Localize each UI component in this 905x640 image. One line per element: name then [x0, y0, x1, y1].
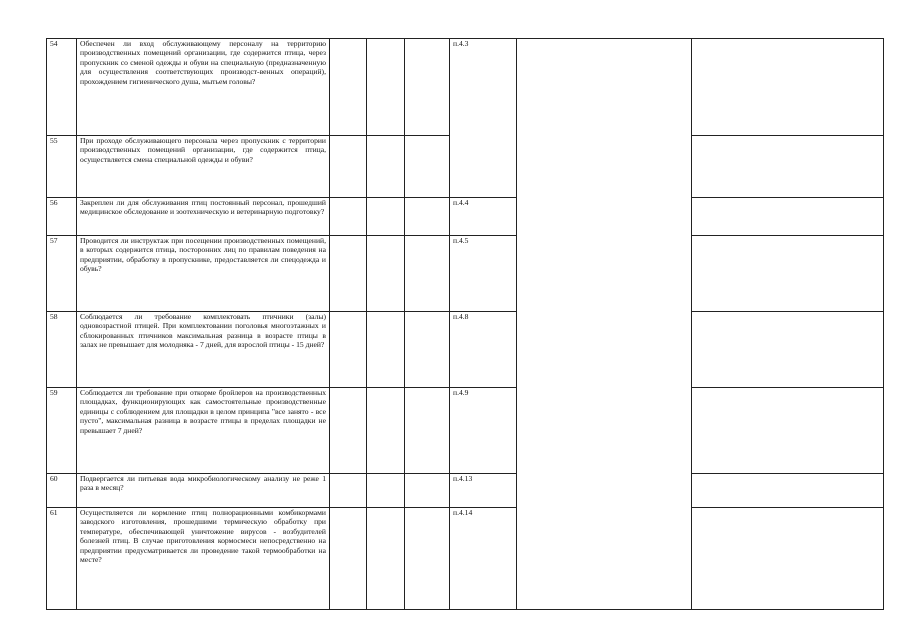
note-cell[interactable] [692, 388, 884, 474]
row-number: 59 [47, 388, 77, 474]
note-cell[interactable] [692, 198, 884, 236]
row-number: 60 [47, 474, 77, 508]
details-merged-cell[interactable] [517, 39, 692, 610]
question-text: Осуществляется ли кормление птиц полнорационными комбикормами заводского изготовления, прошедшими термическую обработку при температуре, обеспечивающей уничтожение вирусов - возбудителей болезней птиц. В случае приготовления кормосмеси непосредственно на предприятии предусматривается ли проведение такой термообработки на месте? [77, 508, 330, 610]
answer-yes-cell[interactable] [330, 198, 367, 236]
answer-no-cell[interactable] [367, 312, 405, 388]
table-row [47, 236, 884, 312]
table-row [47, 474, 884, 508]
answer-no-cell[interactable] [367, 508, 405, 610]
answer-na-cell[interactable] [405, 474, 450, 508]
row-number: 61 [47, 508, 77, 610]
legal-reference: п.4.5 [450, 236, 517, 312]
legal-reference: п.4.4 [450, 198, 517, 236]
answer-yes-cell[interactable] [330, 388, 367, 474]
checklist-table [46, 38, 884, 610]
answer-no-cell[interactable] [367, 474, 405, 508]
answer-na-cell[interactable] [405, 236, 450, 312]
table-row [47, 312, 884, 388]
answer-na-cell[interactable] [405, 136, 450, 198]
answer-na-cell[interactable] [405, 312, 450, 388]
question-text: Соблюдается ли требование при откорме бройлеров на производственных площадках, функционирующих как самостоятельные производственные единицы с соблюдением для площадки в целом принципа "все занято - все пусто", максимальная разница в возрасте птицы в пределах площадки не превышает 7 дней? [77, 388, 330, 474]
table-row [47, 508, 884, 610]
question-text: Обеспечен ли вход обслуживающему персоналу на территорию производственных помещений организации, где содержится птица, через пропускник со сменой одежды и обуви на специальную (предназначенную для осуществления соответствующих производст-венных операций), прохождением гигиенического душа, мытьем головы? [77, 39, 330, 136]
checklist-body [47, 39, 884, 610]
question-text: Соблюдается ли требование комплектовать птичники (залы) одновозрастной птицей. При комплектовании поголовья многоэтажных и сблокированных птичников максимальная разница в возрасте птицы в залах не превышает для молодняка - 7 дней, для взрослой птицы - 15 дней? [77, 312, 330, 388]
question-text: Подвергается ли питьевая вода микробиологическому анализу не реже 1 раза в месяц? [77, 474, 330, 508]
table-row [47, 39, 884, 136]
answer-yes-cell[interactable] [330, 39, 367, 136]
question-text: При проходе обслуживающего персонала через пропускник с территории производственных помещений организации, где содержится птица, осуществляется смена специальной одежды и обуви? [77, 136, 330, 198]
row-number: 57 [47, 236, 77, 312]
answer-no-cell[interactable] [367, 198, 405, 236]
answer-no-cell[interactable] [367, 388, 405, 474]
note-cell[interactable] [692, 136, 884, 198]
question-text: Проводится ли инструктаж при посещении производственных помещений, в которых содержится птица, посторонних лиц по правилам поведения на предприятии, обработку в пропускнике, предоставляется ли спецодежда и обувь? [77, 236, 330, 312]
note-cell[interactable] [692, 236, 884, 312]
table-row [47, 388, 884, 474]
legal-reference: п.4.13 [450, 474, 517, 508]
answer-yes-cell[interactable] [330, 508, 367, 610]
row-number: 54 [47, 39, 77, 136]
note-cell[interactable] [692, 508, 884, 610]
row-number: 58 [47, 312, 77, 388]
legal-reference: п.4.9 [450, 388, 517, 474]
answer-na-cell[interactable] [405, 39, 450, 136]
answer-na-cell[interactable] [405, 198, 450, 236]
answer-yes-cell[interactable] [330, 136, 367, 198]
row-number: 55 [47, 136, 77, 198]
answer-na-cell[interactable] [405, 388, 450, 474]
answer-no-cell[interactable] [367, 236, 405, 312]
question-text: Закреплен ли для обслуживания птиц постоянный персонал, прошедший медицинское обследование и зоотехническую и ветеринарную подготовку? [77, 198, 330, 236]
legal-reference: п.4.8 [450, 312, 517, 388]
answer-no-cell[interactable] [367, 39, 405, 136]
answer-na-cell[interactable] [405, 508, 450, 610]
legal-reference: п.4.3 [450, 39, 517, 198]
answer-yes-cell[interactable] [330, 312, 367, 388]
note-cell[interactable] [692, 39, 884, 136]
answer-no-cell[interactable] [367, 136, 405, 198]
answer-yes-cell[interactable] [330, 474, 367, 508]
row-number: 56 [47, 198, 77, 236]
note-cell[interactable] [692, 312, 884, 388]
note-cell[interactable] [692, 474, 884, 508]
answer-yes-cell[interactable] [330, 236, 367, 312]
table-row [47, 198, 884, 236]
legal-reference: п.4.14 [450, 508, 517, 610]
